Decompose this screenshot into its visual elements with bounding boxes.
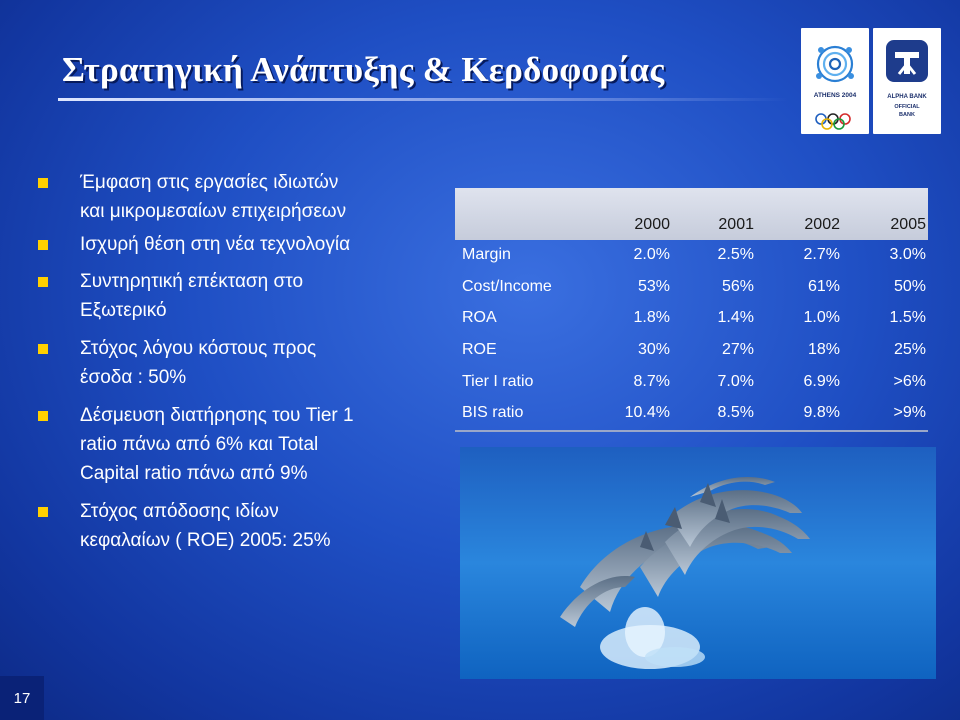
bullet-text: Δέσμευση διατήρησης του Tier 1 ratio πάνω από 6% και Total Capital ratio πάνω από 9% [80,405,354,484]
table-row [455,272,928,304]
row-label: Tier I ratio [462,372,534,390]
dolphins-image-icon [460,447,936,679]
table-cell: 3.0% [889,246,926,263]
header-cell: 2002 [804,216,840,233]
bullet-item [38,334,438,392]
bullet-item [38,401,438,488]
alpha-bank-emblem-icon [873,28,941,134]
table-cell: 50% [893,277,926,295]
table-cell: 9.8% [803,404,840,422]
bullet-text: Ισχυρή θέση στη νέα τεχνολογία [80,234,351,255]
bullet-square-icon [38,277,48,287]
alpha-caption-3: BANK [899,112,915,118]
alpha-caption-1: ALPHA BANK [887,94,927,100]
table-cell: 1.0% [803,309,840,327]
bullet-square-icon [38,178,48,188]
table-cell: 1.5% [889,309,926,327]
bullet-item [38,267,438,325]
table-body [455,240,928,430]
table-row [455,398,928,430]
row-label: ROE [462,341,497,359]
table-cell: 1.8% [633,309,670,327]
athens-2004-logo [801,28,869,134]
slide-title: Στρατηγική Ανάπτυξης & Κερδοφορίας [62,50,665,89]
table-cell: >6% [893,372,926,390]
table-cell: 25% [893,341,926,359]
table-cell: 2.5% [717,246,754,263]
table-cell: >9% [893,404,926,422]
row-label: Cost/Income [462,277,552,295]
table-cell: 53% [637,277,670,295]
table-row [455,240,928,272]
row-label: Margin [462,246,511,263]
table-header [455,188,928,240]
table-cell: 1.4% [717,309,754,327]
table-row [455,303,928,335]
bullet-list [38,168,438,555]
athens-caption: ATHENS 2004 [813,92,857,99]
row-label: BIS ratio [462,404,524,422]
alpha-caption-2: OFFICIAL [894,104,920,110]
table-cell: 61% [807,277,840,295]
table-row [455,367,928,399]
page-number: 17 [0,676,44,720]
table-cell: 27% [721,341,754,359]
dolphins-photo [460,447,936,679]
header-cell: 2005 [890,216,926,233]
bullet-item [38,230,438,259]
table-cell: 30% [637,341,670,359]
alpha-bank-logo [873,28,941,134]
bullet-square-icon [38,411,48,421]
bullet-square-icon [38,507,48,517]
table-cell: 8.5% [717,404,754,422]
financial-ratios-table [455,188,928,432]
bullet-item [38,497,438,555]
bullet-text: Στόχος απόδοσης ιδίων κεφαλαίων ( ROE) 2005: 25% [80,501,331,551]
table-cell: 10.4% [624,404,670,422]
athens-emblem-icon [801,28,869,134]
table-bottom-rule [455,430,928,432]
row-label: ROA [462,309,497,327]
table-cell: 8.7% [633,372,670,390]
bullet-text: Έμφαση στις εργασίες ιδιωτών και μικρομεσαίων επιχειρήσεων [80,172,347,222]
table-row [455,335,928,367]
table-cell: 7.0% [717,372,754,390]
table-cell: 2.7% [803,246,840,263]
table-cell: 56% [721,277,754,295]
header-cell: 2001 [718,216,754,233]
bullet-text: Συντηρητική επέκταση στο Εξωτερικό [80,271,304,321]
bullet-item [38,168,438,226]
title-underline [58,98,788,101]
table-cell: 18% [807,341,840,359]
bullet-square-icon [38,240,48,250]
table-cell: 6.9% [803,372,840,390]
table-cell: 2.0% [633,246,670,263]
bullet-text: Στόχος λόγου κόστους προς έσοδα : 50% [80,338,317,388]
bullet-square-icon [38,344,48,354]
header-cell: 2000 [634,216,670,233]
